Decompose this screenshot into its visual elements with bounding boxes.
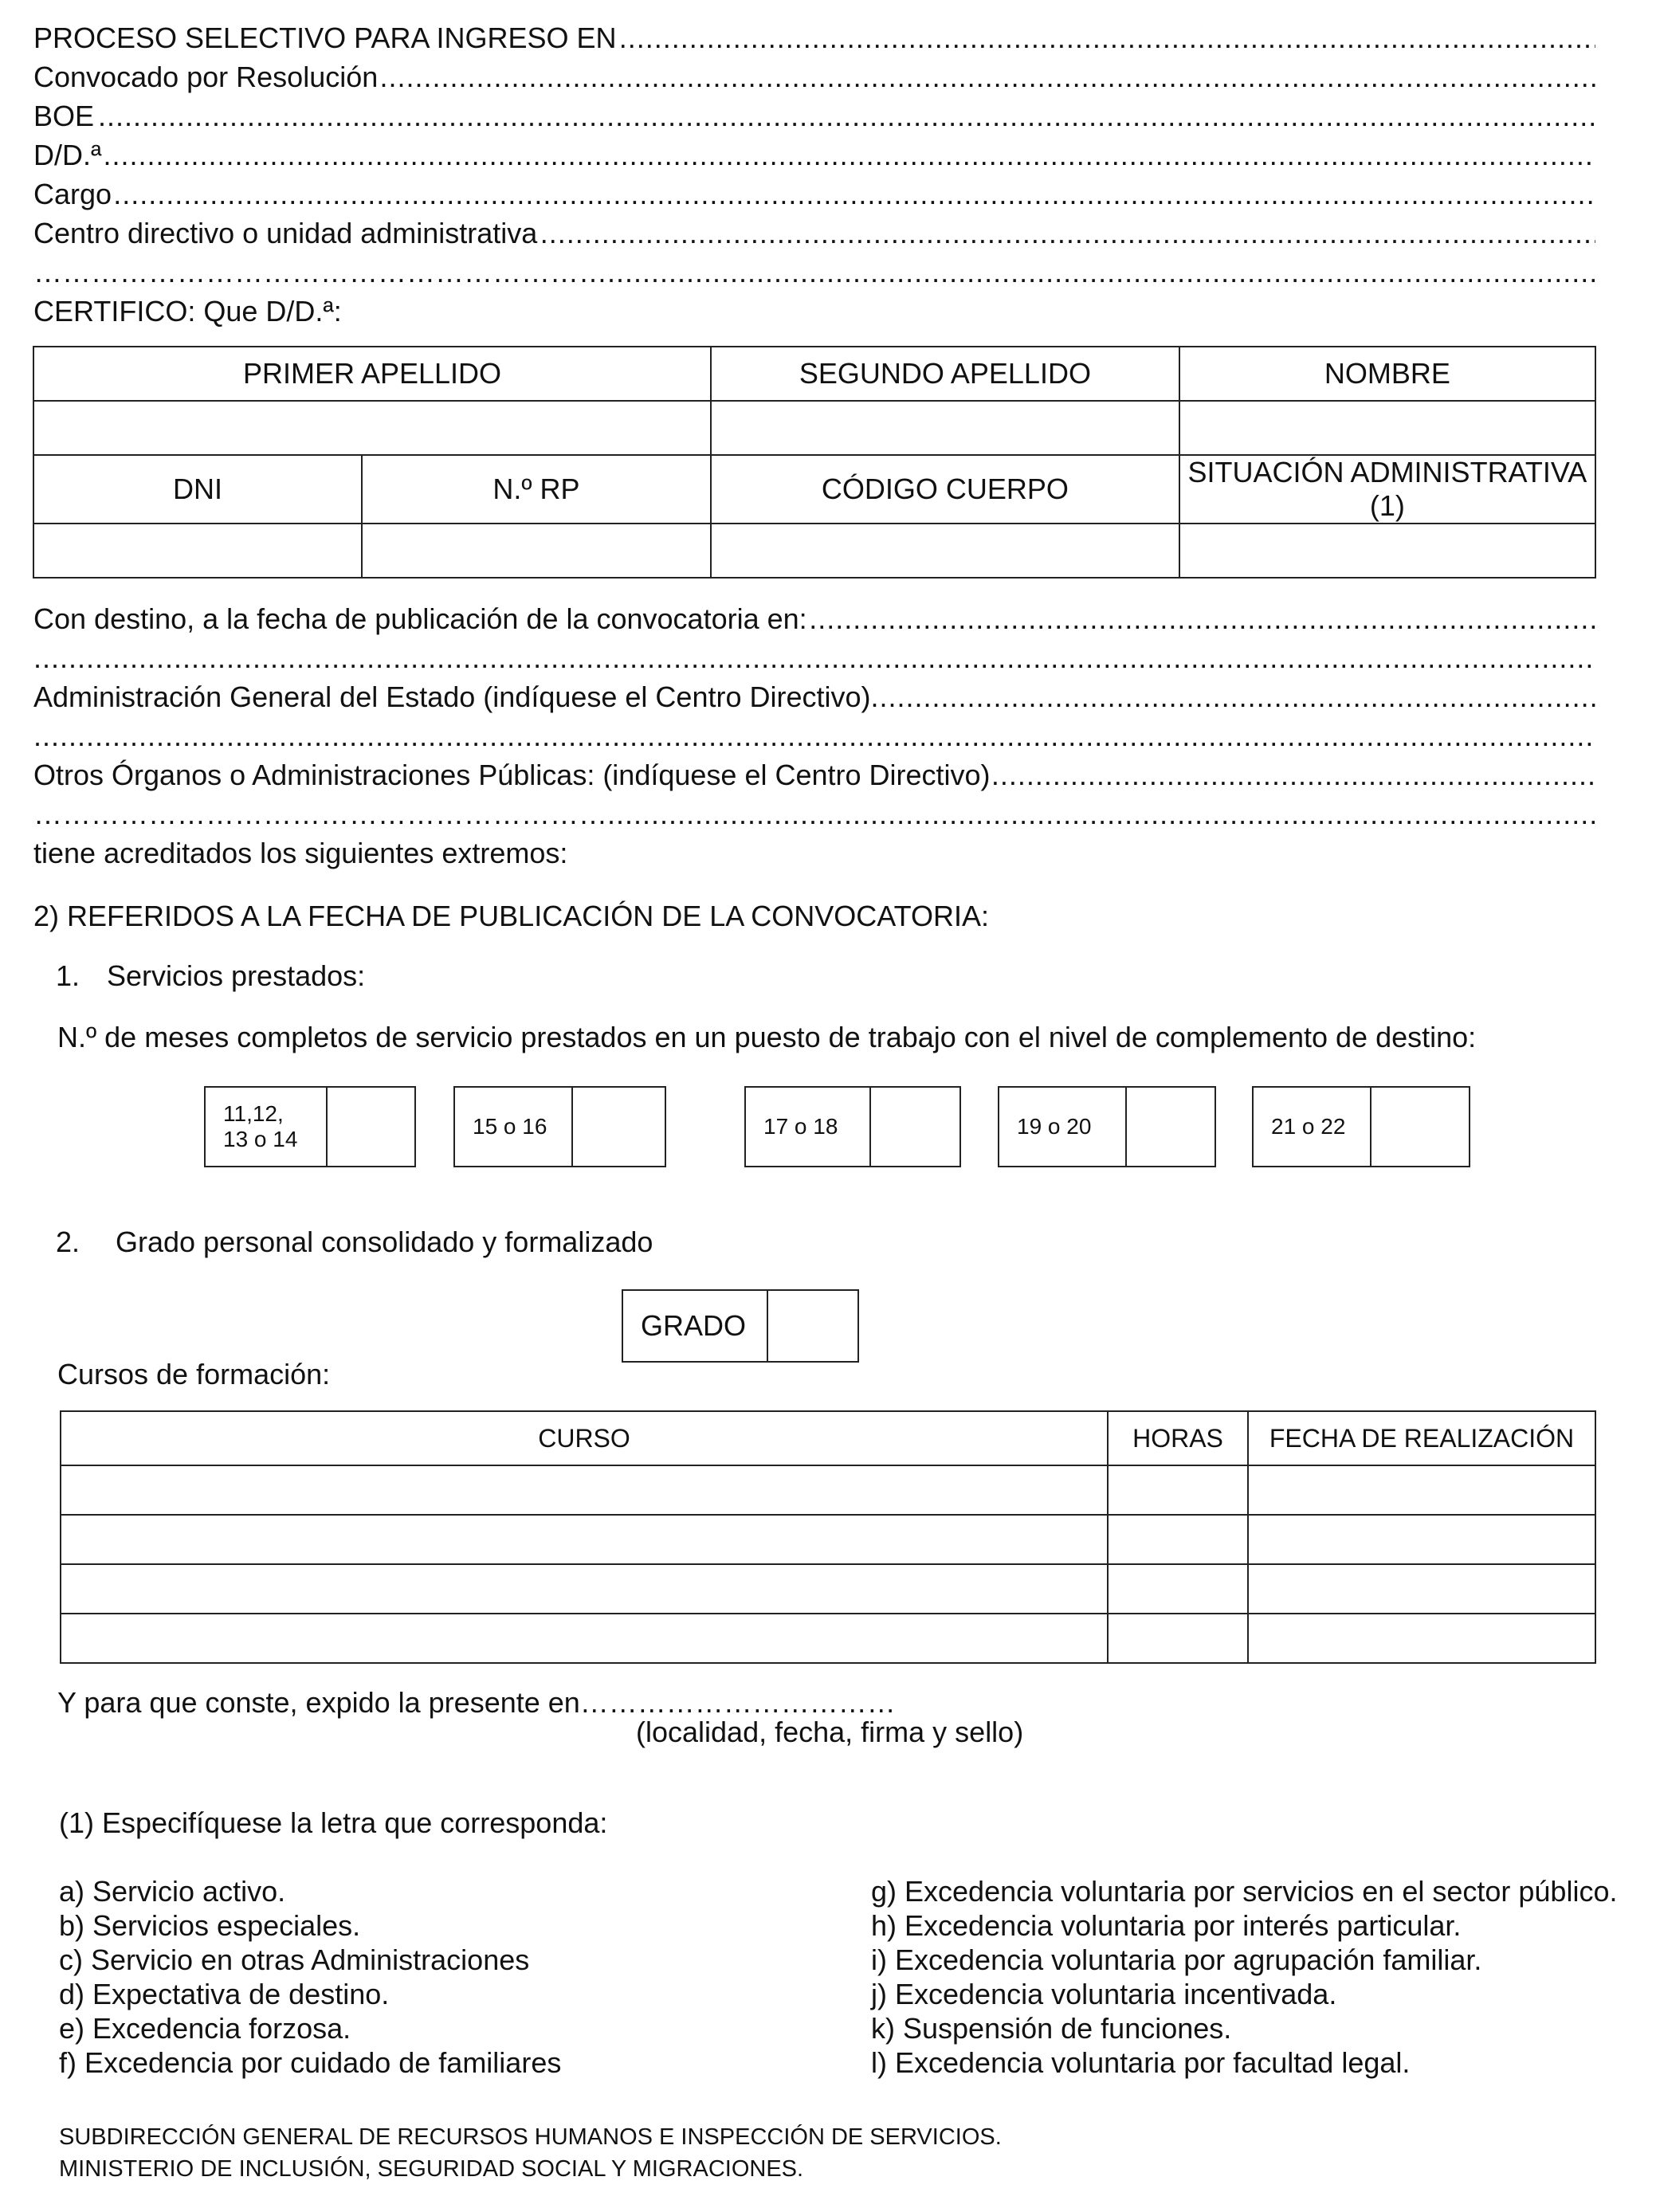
dotted-fill [113, 175, 1595, 214]
dotted-fill [991, 756, 1595, 794]
continuation-dots: …………………………………………………… [33, 256, 607, 288]
dotted-fill [619, 19, 1595, 57]
proceso-line[interactable] [33, 19, 1595, 57]
list-item: i) Excedencia voluntaria por agrupación familiar. [871, 1943, 1482, 1976]
cursos-label: Cursos de formación: [57, 1358, 331, 1390]
cell-dni[interactable] [33, 524, 362, 578]
dd-line[interactable] [33, 136, 1595, 175]
nivel-label: 19 o 20 [999, 1088, 1127, 1166]
cell-situacion-administrativa[interactable] [1179, 524, 1595, 578]
boe-line[interactable] [33, 97, 1595, 135]
dotted-fill [607, 795, 1595, 833]
nivel-label: 17 o 18 [746, 1088, 871, 1166]
otros-label: Otros Órganos o Administraciones Públicas: (indíquese el Centro Directivo) [33, 759, 991, 791]
list-item: k) Suspensión de funciones. [871, 2012, 1232, 2045]
cell-codigo-cuerpo[interactable] [711, 524, 1179, 578]
table-row [61, 1614, 1595, 1663]
list-item: a) Servicio activo. [59, 1875, 286, 1908]
list-item: e) Excedencia forzosa. [59, 2012, 351, 2045]
item2-label: Grado personal consolidado y formalizado [116, 1226, 653, 1258]
con-destino-line[interactable] [33, 600, 1595, 638]
header-curso: CURSO [61, 1411, 1108, 1465]
dotted-fill [871, 678, 1595, 716]
con-destino-label: Con destino, a la fecha de publicación de la convocatoria en: [33, 602, 807, 635]
nivel-label: 11,12, 13 o 14 [206, 1088, 328, 1166]
otros-line[interactable] [33, 756, 1595, 794]
certifico-label: CERTIFICO: Que D/D.ª: [33, 295, 342, 327]
cell-curso[interactable] [61, 1564, 1108, 1614]
nivel-box-19-20 [998, 1086, 1216, 1167]
cell-horas[interactable] [1108, 1614, 1248, 1663]
dotted-fill [540, 214, 1595, 253]
cell-primer-apellido[interactable] [33, 401, 711, 455]
dotted-fill [379, 58, 1595, 96]
footer [59, 2121, 1002, 2185]
header-fecha-realizacion: FECHA DE REALIZACIÓN [1248, 1411, 1595, 1465]
item1-label: Servicios prestados: [107, 959, 366, 992]
list-item: j) Excedencia voluntaria incentivada. [871, 1978, 1337, 2010]
cell-segundo-apellido[interactable] [711, 401, 1179, 455]
centro-line[interactable] [33, 214, 1595, 253]
header-segundo-apellido: SEGUNDO APELLIDO [711, 347, 1179, 401]
grado-value-field[interactable] [768, 1291, 857, 1361]
boe-label: BOE [33, 100, 95, 132]
header-horas: HORAS [1108, 1411, 1248, 1465]
header-situacion-administrativa: SITUACIÓN ADMINISTRATIVA (1) [1179, 455, 1595, 524]
header-dni: DNI [33, 455, 362, 524]
table-row [61, 1465, 1595, 1515]
cell-horas[interactable] [1108, 1564, 1248, 1614]
localidad-hint: (localidad, fecha, firma y sello) [636, 1716, 1024, 1748]
cell-curso[interactable] [61, 1465, 1108, 1515]
cargo-label: Cargo [33, 178, 112, 210]
personal-data-table [33, 346, 1596, 578]
meses-label: N.º de meses completos de servicio prestados en un puesto de trabajo con el nivel de complemento de destino: [57, 1021, 1477, 1053]
convocado-line[interactable] [33, 58, 1595, 96]
cell-horas[interactable] [1108, 1515, 1248, 1564]
cell-nombre[interactable] [1179, 401, 1595, 455]
dotted-fill [33, 639, 1595, 677]
convocado-label: Convocado por Resolución [33, 61, 379, 93]
nivel-box-17-18 [744, 1086, 961, 1167]
list-item: f) Excedencia por cuidado de familiares [59, 2046, 562, 2079]
cell-horas[interactable] [1108, 1465, 1248, 1515]
list-item: c) Servicio en otras Administraciones [59, 1943, 530, 1976]
header-nombre: NOMBRE [1179, 347, 1595, 401]
footer-ministerio: MINISTERIO DE INCLUSIÓN, SEGURIDAD SOCIAL Y MIGRACIONES. [59, 2156, 804, 2182]
cell-curso[interactable] [61, 1614, 1108, 1663]
cell-nrp[interactable] [362, 524, 711, 578]
item1-number: 1. [56, 959, 80, 992]
cell-fecha[interactable] [1248, 1564, 1595, 1614]
dotted-fill [104, 136, 1595, 175]
notes-title: (1) Especifíquese la letra que corresponda: [59, 1806, 608, 1839]
footer-subdireccion: SUBDIRECCIÓN GENERAL DE RECURSOS HUMANOS E INSPECCIÓN DE SERVICIOS. [59, 2124, 1002, 2150]
list-item: h) Excedencia voluntaria por interés particular. [871, 1909, 1462, 1942]
cell-fecha[interactable] [1248, 1515, 1595, 1564]
item2-number: 2. [56, 1226, 80, 1258]
extremos-label: tiene acreditados los siguientes extremos: [33, 837, 568, 869]
header-primer-apellido: PRIMER APELLIDO [33, 347, 711, 401]
cell-fecha[interactable] [1248, 1614, 1595, 1663]
con-destino-continuation[interactable] [33, 639, 1595, 677]
header-nrp: N.º RP [362, 455, 711, 524]
nivel-value-field[interactable] [1127, 1088, 1215, 1166]
nivel-label: 15 o 16 [455, 1088, 573, 1166]
list-item: l) Excedencia voluntaria por facultad legal. [871, 2046, 1411, 2079]
otros-continuation[interactable] [33, 795, 1595, 833]
dd-label: D/D.ª [33, 139, 102, 171]
cell-curso[interactable] [61, 1515, 1108, 1564]
age-label: Administración General del Estado (indíquese el Centro Directivo) [33, 680, 871, 713]
nivel-value-field[interactable] [1371, 1088, 1469, 1166]
nivel-label: 21 o 22 [1254, 1088, 1371, 1166]
courses-table [60, 1410, 1596, 1664]
list-item: g) Excedencia voluntaria por servicios en el sector público. [871, 1875, 1618, 1908]
notes-left-list [59, 1874, 561, 2080]
age-continuation[interactable] [33, 717, 1595, 755]
nivel-value-field[interactable] [328, 1088, 414, 1166]
continuation-dots: …………………………………………………… [33, 798, 607, 830]
table-row [61, 1564, 1595, 1614]
cell-fecha[interactable] [1248, 1465, 1595, 1515]
dotted-fill [33, 717, 1595, 755]
dotted-fill [607, 253, 1595, 292]
list-item: d) Expectativa de destino. [59, 1978, 390, 2010]
nivel-box-15-16 [453, 1086, 666, 1167]
age-line[interactable] [33, 678, 1595, 716]
centro-label: Centro directivo o unidad administrativa [33, 217, 538, 249]
section2-title: 2) REFERIDOS A LA FECHA DE PUBLICACIÓN DE LA CONVOCATORIA: [33, 900, 989, 932]
nivel-value-field[interactable] [573, 1088, 665, 1166]
nivel-box-11-14 [204, 1086, 416, 1167]
nivel-value-field[interactable] [871, 1088, 959, 1166]
proceso-label: PROCESO SELECTIVO PARA INGRESO EN [33, 22, 617, 54]
dotted-fill [809, 600, 1595, 638]
header-codigo-cuerpo: CÓDIGO CUERPO [711, 455, 1179, 524]
centro-continuation-line[interactable] [33, 253, 1595, 292]
cargo-line[interactable] [33, 175, 1595, 214]
grado-box [622, 1289, 859, 1363]
nivel-box-21-22 [1252, 1086, 1470, 1167]
notes-right-list [871, 1874, 1617, 2080]
list-item: b) Servicios especiales. [59, 1909, 361, 1942]
table-row [61, 1515, 1595, 1564]
grado-label: GRADO [623, 1291, 768, 1361]
expido-line[interactable]: Y para que conste, expido la presente en…………………………… [57, 1686, 896, 1719]
dotted-fill [98, 97, 1595, 135]
